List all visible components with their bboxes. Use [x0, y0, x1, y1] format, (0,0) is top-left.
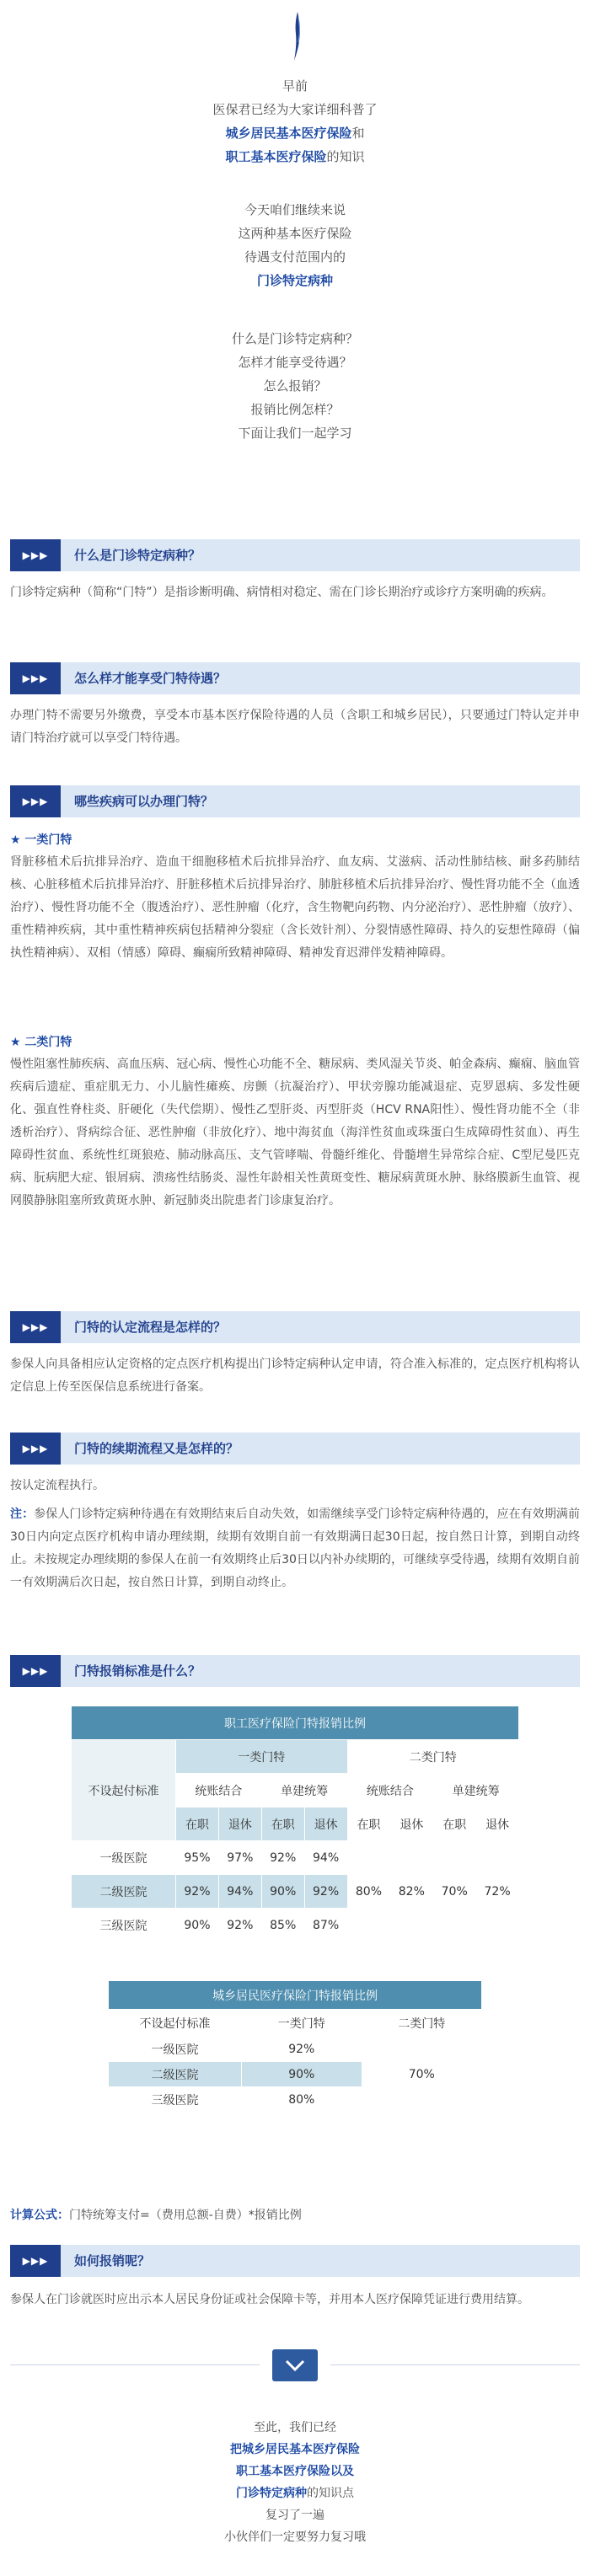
row-label: 三级医院 — [109, 2087, 242, 2113]
section-title: 哪些疾病可以办理门特？ — [74, 794, 214, 809]
intro-line: 医保君已经为大家详细科普了 — [212, 102, 378, 117]
section-text: 门诊特定病种（简称“门特”）是指诊断明确、病情相对稳定、需在门诊长期治疗或诊疗方案明确的疾病。 — [10, 586, 554, 599]
table-cell: 80% — [242, 2087, 362, 2113]
row-label: 一级医院 — [109, 2037, 242, 2062]
intro-text: 的知识 — [326, 149, 365, 164]
section-badge: ▶▶▶ — [10, 1433, 61, 1465]
chevron-down-icon — [272, 2349, 318, 2381]
highlight-special-disease: 门诊特定病种 — [256, 273, 333, 288]
intro-line: 早前 — [282, 78, 308, 94]
section-badge: ▶▶▶ — [10, 2245, 61, 2277]
section-header-eligibility — [10, 662, 580, 694]
table-cell: 92% — [218, 1909, 261, 1942]
group-header: 单建统筹 — [433, 1774, 519, 1807]
status-header: 退休 — [218, 1807, 261, 1841]
table-cell: 90% — [176, 1909, 219, 1942]
table-cell: 87% — [304, 1909, 347, 1942]
intro-block-2 — [0, 198, 590, 292]
highlight-special-disease: 门诊特定病种 — [236, 2487, 307, 2500]
formula-text: 门特统筹支付=（费用总额-自费）*报销比例 — [69, 2209, 302, 2222]
section-title: 门特的续期流程又是怎样的？ — [74, 1441, 239, 1456]
outro-line: 复习了一遍 — [266, 2509, 324, 2522]
section-badge: ▶▶▶ — [10, 539, 61, 571]
employee-reimbursement-table — [71, 1706, 519, 1942]
outro-line: 至此，我们已经 — [254, 2421, 336, 2434]
section-badge: ▶▶▶ — [10, 1311, 61, 1343]
outro-text: 的知识点 — [307, 2487, 354, 2500]
intro-line: 待遇支付范围内的 — [244, 249, 346, 265]
table-caption: 城乡居民医疗保险门特报销比例 — [109, 1981, 482, 2010]
section-header-identification — [10, 1311, 580, 1343]
table-caption: 职工医疗保险门特报销比例 — [72, 1706, 519, 1740]
table-corner: 不设起付标准 — [72, 1740, 176, 1841]
section-text: 参保人在门诊就医时应出示本人居民身份证或社会保障卡等，并用本人医疗保障凭证进行费用结算。 — [10, 2293, 529, 2306]
scroll-down-button[interactable] — [272, 2349, 318, 2381]
table-cell: 92% — [304, 1875, 347, 1909]
intro-line — [0, 145, 590, 169]
status-header: 在职 — [347, 1807, 390, 1841]
table-cell: 82% — [390, 1841, 433, 1942]
table-cell: 92% — [242, 2037, 362, 2062]
intro-line: 这两种基本医疗保险 — [238, 226, 352, 241]
section-title: 什么是门诊特定病种？ — [74, 548, 201, 563]
outro-line — [0, 2482, 590, 2504]
group-header: 单建统筹 — [261, 1774, 347, 1807]
table-cell: 80% — [347, 1841, 390, 1942]
highlight-employee-insurance: 职工基本医疗保险 — [225, 149, 327, 164]
status-header: 在职 — [433, 1807, 476, 1841]
row-label: 一级医院 — [72, 1841, 176, 1875]
section-badge: ▶▶▶ — [10, 1655, 61, 1687]
group-header: 统账结合 — [347, 1774, 433, 1807]
status-header: 退休 — [476, 1807, 519, 1841]
outro-line: 职工基本医疗保险以及 — [236, 2465, 354, 2478]
section-text: 参保人向具备相应认定资格的定点医疗机构提出门诊特定病种认定申请，符合准入标准的，定点医疗机构将认定信息上传至医保信息系统进行备案。 — [10, 1358, 580, 1394]
section-header-renewal — [10, 1433, 580, 1465]
table-cell: 94% — [304, 1841, 347, 1875]
intro-questions — [0, 327, 590, 445]
table-cell: 72% — [476, 1841, 519, 1942]
status-header: 在职 — [176, 1807, 219, 1841]
intro-block-1 — [0, 74, 590, 169]
question-line: 下面让我们一起学习 — [238, 426, 352, 441]
row-label: 二级医院 — [109, 2062, 242, 2087]
highlight-resident-insurance: 城乡居民基本医疗保险 — [225, 126, 352, 141]
group-header: 统账结合 — [176, 1774, 262, 1807]
section-title: 门特报销标准是什么？ — [74, 1663, 201, 1679]
class-two-header: 二类门特 — [347, 1740, 519, 1774]
note-text: 参保人门诊特定病种待遇在有效期结束后自动失效，如需继续享受门诊特定病种待遇的，应在有效期满前30日内向定点医疗机构申请办理续期，续期有效期自前一有效期满日起30日起，按自然日计算，到期自动终止。未按规定办理续期的参保人在前一有效期终止后30日以内补办续期的，可继续享受待遇，续期有效期自前一有效期满后次日起，按自然日计算，到期自动终止。 — [10, 1508, 580, 1589]
formula-label: 计算公式： — [10, 2209, 69, 2222]
formula — [10, 2206, 302, 2223]
divider — [10, 2364, 260, 2365]
class-two-list: 慢性阻塞性肺疾病、高血压病、冠心病、慢性心功能不全、糖尿病、类风湿关节炎、帕金森病、癫痫、脑血管疾病后遗症、重症肌无力、小儿脑性瘫痪、房颤（抗凝治疗）、甲状旁腺功能减退症、克罗恩病、多发性硬化、强直性脊柱炎、肝硬化（失代偿期）、慢性乙型肝炎、丙型肝炎（HCV RNA阳性）、慢性肾功能不全（非透析治疗）、肾病综合征、恶性肿瘤（非放化疗）、地中海贫血（海洋性贫血或珠蛋白生成障碍性贫血）、再生障碍性贫血、系统性红斑狼疮、肺动脉高压、支气管哮喘、骨髓纤维化、骨髓增生异常综合症、C型尼曼匹克病、朊病肥大症、银屑病、溃疡性结肠炎、湿性年龄相关性黄斑变性、糖尿病黄斑水肿、脉络膜新生血管、视网膜静脉阻塞所致黄斑水肿、新冠肺炎出院患者门诊康复治疗。 — [10, 1058, 580, 1208]
table-corner: 不设起付标准 — [109, 2010, 242, 2037]
class-one-header: 一类门特 — [242, 2010, 362, 2037]
table-cell: 92% — [176, 1875, 219, 1909]
section-title: 门特的认定流程是怎样的？ — [74, 1320, 227, 1335]
question-line: 怎样才能享受待遇？ — [238, 355, 352, 370]
section-text: 办理门特不需要另外缴费，享受本市基本医疗保险待遇的人员（含职工和城乡居民），只要通过门特认定并申请门特治疗就可以享受门特待遇。 — [10, 709, 580, 745]
class-two-title: ★ 二类门特 — [10, 1036, 72, 1049]
renewal-note — [10, 1503, 580, 1594]
section-header-reimbursement-standard — [10, 1655, 580, 1687]
resident-reimbursement-table — [108, 1980, 482, 2113]
section-badge: ▶▶▶ — [10, 662, 61, 694]
section-header-how-to-claim — [10, 2245, 580, 2277]
intro-line: 今天咱们继续来说 — [244, 202, 346, 217]
table-cell: 70% — [362, 2037, 482, 2113]
table-cell: 97% — [218, 1841, 261, 1875]
status-header: 退休 — [390, 1807, 433, 1841]
row-label: 二级医院 — [72, 1875, 176, 1909]
section-text: 按认定流程执行。 — [10, 1479, 105, 1492]
row-label: 三级医院 — [72, 1909, 176, 1942]
note-label: 注： — [10, 1508, 35, 1521]
status-header: 退休 — [304, 1807, 347, 1841]
table-cell: 85% — [261, 1909, 304, 1942]
table-cell: 94% — [218, 1875, 261, 1909]
section-header-definition — [10, 539, 580, 571]
table-cell: 90% — [261, 1875, 304, 1909]
question-line: 什么是门诊特定病种？ — [231, 331, 358, 346]
intro-text: 和 — [351, 126, 365, 141]
question-line: 报销比例怎样？ — [250, 402, 340, 417]
intro-line — [0, 121, 590, 145]
outro-block — [0, 2417, 590, 2548]
section-title: 怎么样才能享受门特待遇？ — [74, 671, 227, 686]
table-cell: 90% — [242, 2062, 362, 2087]
class-two-header: 二类门特 — [362, 2010, 482, 2037]
table-cell: 95% — [176, 1841, 219, 1875]
table-cell: 92% — [261, 1841, 304, 1875]
section-header-diseases — [10, 785, 580, 817]
class-one-title: ★ 一类门特 — [10, 833, 72, 847]
drop-decoration-icon — [293, 12, 302, 61]
outro-line: 小伙伴们一定要努力复习哦 — [224, 2530, 366, 2544]
status-header: 在职 — [261, 1807, 304, 1841]
divider — [330, 2364, 580, 2365]
question-line: 怎么报销？ — [263, 378, 327, 394]
outro-line: 把城乡居民基本医疗保险 — [230, 2443, 360, 2456]
class-one-header: 一类门特 — [176, 1740, 348, 1774]
section-badge: ▶▶▶ — [10, 785, 61, 817]
table-cell: 70% — [433, 1841, 476, 1942]
class-one-list: 肾脏移植术后抗排异治疗、造血干细胞移植术后抗排异治疗、血友病、艾滋病、活动性肺结核、耐多药肺结核、心脏移植术后抗排异治疗、肝脏移植术后抗排异治疗、肺脏移植术后抗排异治疗、慢性肾功能不全（血透治疗）、慢性肾功能不全（腹透治疗）、恶性肿瘤（化疗，含生物靶向药物、内分泌治疗）、恶性肿瘤（放疗）、重性精神疾病，其中重性精神疾病包括精神分裂症（含长效针剂）、分裂情感性障碍、持久的妄想性障碍（偏执性精神病）、双相（情感）障碍、癫痫所致精神障碍、精神发育迟滞伴发精神障碍。 — [10, 855, 580, 960]
section-title: 如何报销呢？ — [74, 2253, 151, 2268]
